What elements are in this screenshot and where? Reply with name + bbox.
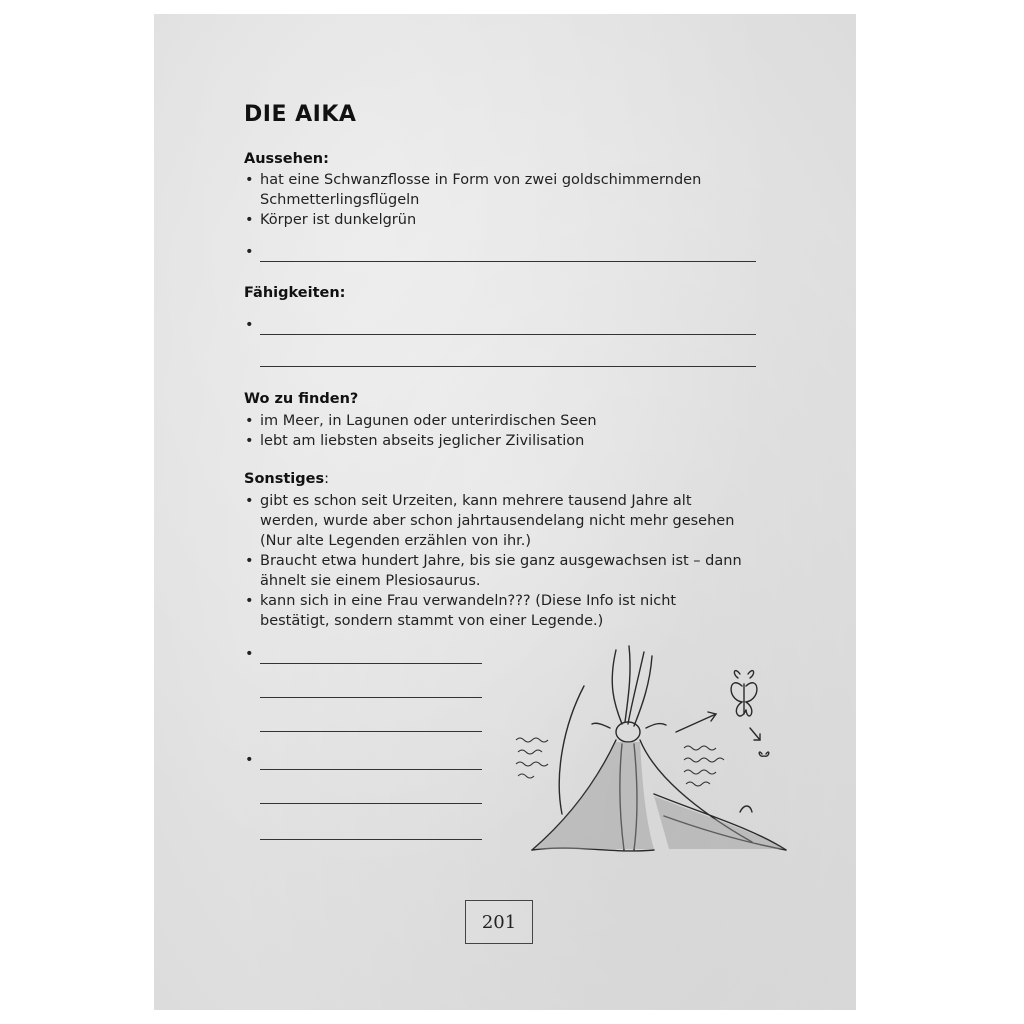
list-sonstiges	[244, 491, 744, 631]
heading-colon: :	[324, 471, 329, 487]
write-line	[260, 697, 482, 698]
write-line	[260, 731, 482, 732]
write-line	[260, 261, 756, 262]
heading-faehigkeiten: Fähigkeiten:	[244, 285, 346, 301]
write-line	[260, 366, 756, 367]
bullet-dot: •	[245, 317, 254, 333]
list-item-text: hat eine Schwanzflosse in Form von zwei goldschimmernden	[260, 172, 702, 188]
list-aussehen	[244, 170, 701, 230]
list-item: • Braucht etwa hundert Jahre, bis sie ganz ausgewachsen ist – dann ähnelt sie einem Plesiosaurus.	[244, 551, 744, 591]
list-item	[244, 170, 701, 210]
aika-sketch-illustration	[504, 644, 794, 859]
list-item: • gibt es schon seit Urzeiten, kann mehrere tausend Jahre alt werden, wurde aber schon jahrtausendelang nicht mehr gesehen (Nur alte Legenden erzählen von ihr.)	[244, 491, 744, 551]
blank-entry-aussehen	[244, 242, 756, 262]
list-item: • im Meer, in Lagunen oder unterirdischen Seen	[244, 411, 597, 431]
write-line	[260, 769, 482, 770]
blank-entry-faehigkeiten-continued	[244, 347, 756, 367]
list-item: • Körper ist dunkelgrün	[244, 210, 701, 230]
list-wo-zu-finden	[244, 411, 597, 451]
write-line	[260, 663, 482, 664]
page-number: 201	[465, 900, 533, 944]
list-item: • lebt am liebsten abseits jeglicher Zivilisation	[244, 431, 597, 451]
write-line	[260, 334, 756, 335]
notebook-page	[154, 14, 856, 1010]
blank-entry-faehigkeiten	[244, 315, 756, 335]
write-line	[260, 803, 482, 804]
heading-aussehen: Aussehen:	[244, 151, 329, 167]
write-line	[260, 839, 482, 840]
heading-sonstiges	[244, 471, 329, 487]
list-item-text: Schmetterlingsflügeln	[260, 192, 420, 208]
heading-text: Sonstiges	[244, 471, 325, 487]
bullet-dot: •	[245, 646, 254, 662]
bullet-dot: •	[245, 244, 254, 260]
list-item: • kann sich in eine Frau verwandeln??? (Diese Info ist nicht bestätigt, sondern stammt von einer Legende.)	[244, 591, 744, 631]
bullet-dot: •	[245, 752, 254, 768]
page-title: DIE AIKA	[244, 102, 357, 127]
heading-wo-zu-finden: Wo zu finden?	[244, 391, 359, 407]
